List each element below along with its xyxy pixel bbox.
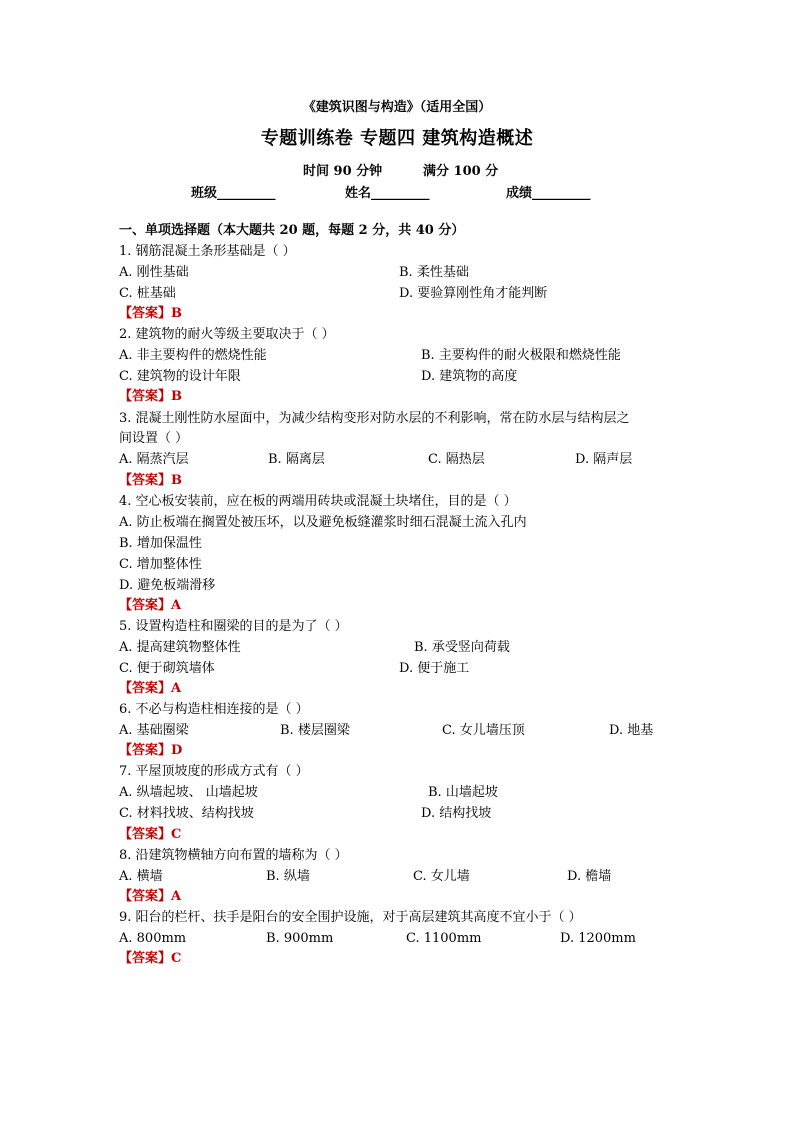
page-title: 专题训练卷 专题四 建筑构造概述 (260, 128, 534, 149)
book-subtitle: 《建筑识图与构造》（适用全国） (302, 100, 492, 115)
option-c: C. 建筑物的设计年限 (119, 369, 241, 384)
option-b: B. 承受竖向荷载 (414, 640, 510, 655)
option-b: B. 纵墙 (266, 869, 310, 884)
answer-label: 【答案】B (119, 389, 182, 404)
option-d: D. 结构找坡 (421, 806, 492, 821)
option-a: A. 刚性基础 (119, 265, 189, 280)
answer-label: 【答案】D (119, 743, 183, 758)
question-stem: 6. 不必与构造柱相连接的是（ ） (119, 702, 309, 717)
question-stem: 1. 钢筋混凝土条形基础是（ ） (119, 244, 296, 259)
option-d: D. 避免板端滑移 (119, 578, 216, 593)
question-stem: 5. 设置构造柱和圈梁的目的是为了（ ） (119, 619, 348, 634)
option-b: B. 山墙起坡 (428, 785, 498, 800)
option-b: B. 柔性基础 (399, 265, 469, 280)
question-stem: 7. 平屋顶坡度的形成方式有（ ） (119, 764, 309, 779)
exam-score: 满分 100 分 (423, 164, 499, 179)
option-d: D. 建筑物的高度 (421, 369, 518, 384)
answer-label: 【答案】C (119, 951, 182, 966)
option-c: C. 1100mm (406, 931, 482, 946)
question-stem: 3. 混凝土刚性防水屋面中，为减少结构变形对防水层的不利影响，常在防水层与结构层之 (119, 411, 630, 426)
option-a: A. 提高建筑物整体性 (119, 640, 241, 655)
option-a: A. 防止板端在搁置处被压坏，以及避免板缝灌浆时细石混凝土流入孔内 (119, 515, 527, 530)
option-d: D. 地基 (609, 723, 654, 738)
option-a: A. 纵墙起坡、 山墙起坡 (119, 785, 258, 800)
answer-label: 【答案】C (119, 827, 182, 842)
option-d: D. 1200mm (560, 931, 636, 946)
option-b: B. 增加保温性 (119, 536, 202, 551)
option-c: C. 增加整体性 (119, 557, 202, 572)
answer-label: 【答案】B (119, 473, 182, 488)
option-b: B. 楼层圈梁 (280, 723, 350, 738)
option-a: A. 非主要构件的燃烧性能 (119, 348, 267, 363)
option-d: D. 隔声层 (575, 452, 633, 467)
answer-label: 【答案】A (119, 598, 182, 613)
option-c: C. 隔热层 (428, 452, 485, 467)
answer-label: 【答案】B (119, 306, 182, 321)
option-b: B. 900mm (266, 931, 334, 946)
class-field: 班级_________ (191, 186, 276, 201)
name-field: 姓名_________ (345, 186, 430, 201)
question-stem: 4. 空心板安装前，应在板的两端用砖块或混凝土块堵住，目的是（ ） (119, 494, 517, 509)
answer-label: 【答案】A (119, 681, 182, 696)
question-stem: 8. 沿建筑物横轴方向布置的墙称为（ ） (119, 848, 348, 863)
option-d: D. 便于施工 (399, 661, 470, 676)
option-a: A. 横墙 (119, 869, 163, 884)
option-a: A. 基础圈梁 (119, 723, 189, 738)
question-stem: 9. 阳台的栏杆、扶手是阳台的安全围护设施，对于高层建筑其高度不宜小于（ ） (119, 910, 582, 925)
option-c: C. 桩基础 (119, 286, 176, 301)
option-a: A. 隔蒸汽层 (119, 452, 189, 467)
option-a: A. 800mm (119, 931, 187, 946)
option-b: B. 隔离层 (268, 452, 325, 467)
option-c: C. 女儿墙 (413, 869, 470, 884)
option-c: C. 材料找坡、结构找坡 (119, 806, 254, 821)
section-title: 一、单项选择题（本大题共 20 题，每题 2 分，共 40 分） (119, 223, 465, 238)
option-d: D. 要验算刚性角才能判断 (399, 286, 548, 301)
question-stem: 2. 建筑物的耐火等级主要取决于（ ） (119, 327, 335, 342)
question-stem-continued: 间设置（ ） (119, 431, 189, 446)
option-c: C. 女儿墙压顶 (442, 723, 525, 738)
option-d: D. 檐墙 (567, 869, 612, 884)
grade-field: 成绩_________ (506, 186, 591, 201)
answer-label: 【答案】A (119, 889, 182, 904)
option-c: C. 便于砌筑墙体 (119, 661, 215, 676)
option-b: B. 主要构件的耐火极限和燃烧性能 (421, 348, 621, 363)
exam-time: 时间 90 分钟 (303, 164, 383, 179)
